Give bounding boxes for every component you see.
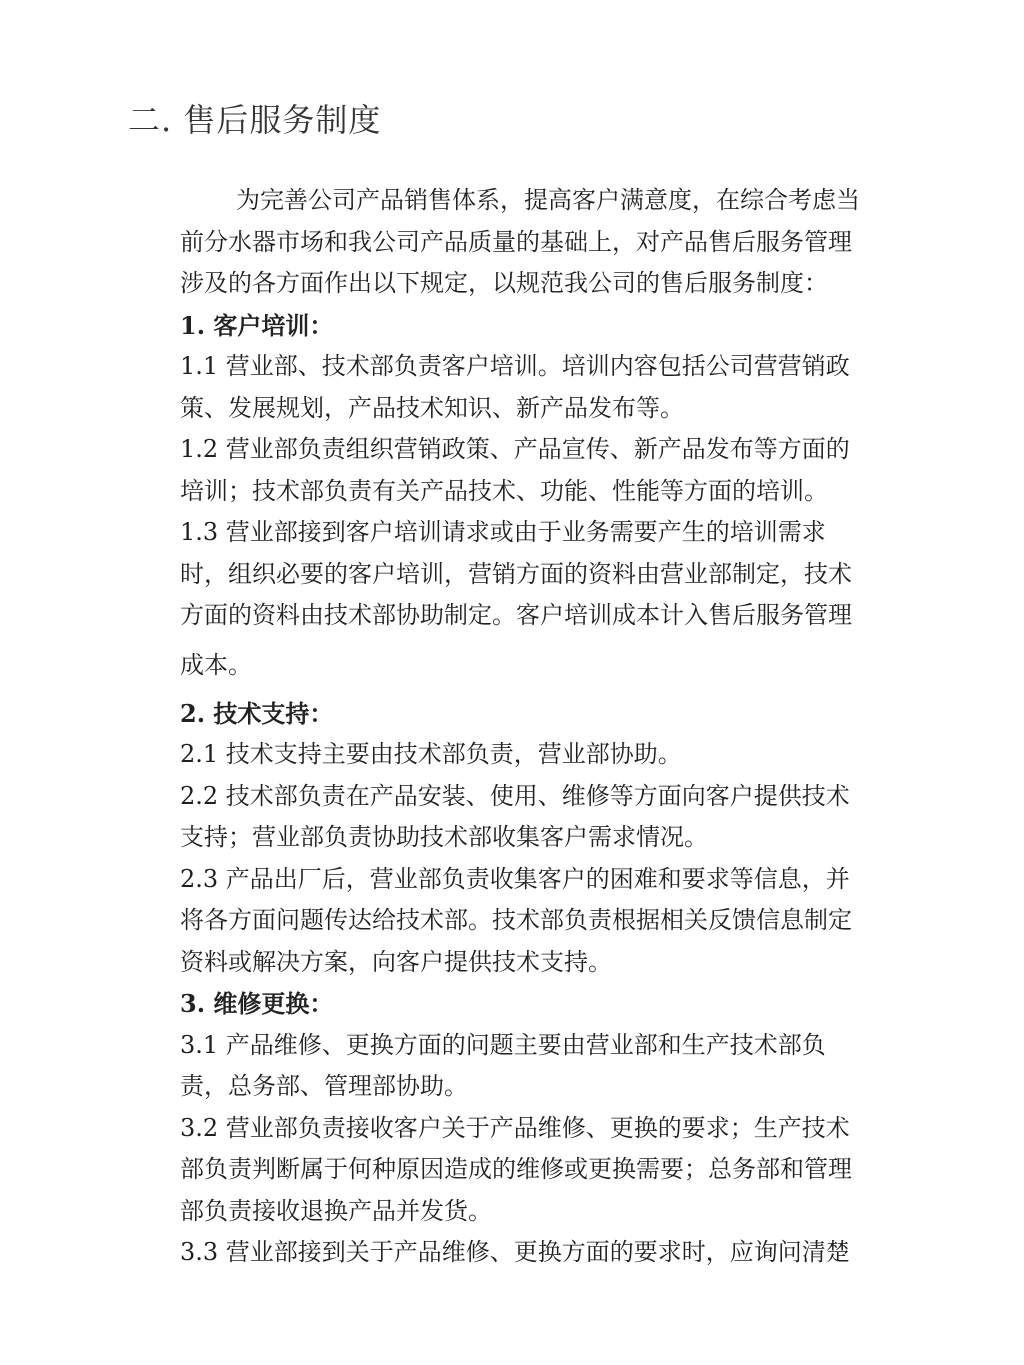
text-line: 3.1 产品维修、更换方面的问题主要由营业部和生产技术部负 (180, 1030, 826, 1059)
text-line: 成本。 (180, 650, 252, 679)
intro-paragraph (180, 180, 940, 305)
text-line: 方面的资料由技术部协助制定。客户培训成本计入售后服务管理 (180, 601, 852, 629)
text-line: 资料或解决方案，向客户提供技术支持。 (180, 947, 612, 976)
text-line: 部负责判断属于何种原因造成的维修或更换需要；总务部和管理 (180, 1155, 852, 1183)
clause-2-1 (180, 734, 940, 776)
text-line: 1.1 营业部、技术部负责客户培训。培训内容包括公司营营销政 (180, 352, 850, 380)
text-line: 3.3 营业部接到关于产品维修、更换方面的要求时，应询问清楚 (180, 1238, 850, 1266)
clause-1-2 (180, 429, 940, 512)
section-heading-repair-replacement: 3. 维修更换： (180, 989, 334, 1018)
text-line: 将各方面问题传达给技术部。技术部负责根据相关反馈信息制定 (180, 906, 852, 934)
section-heading-customer-training: 1. 客户培训： (180, 310, 334, 340)
text-line: 培训；技术部负责有关产品技术、功能、性能等方面的培训。 (180, 476, 828, 505)
clause-2-3 (180, 859, 940, 984)
clause-3-3 (180, 1232, 940, 1274)
text-line: 为完善公司产品销售体系，提高客户满意度，在综合考虑当 (236, 186, 860, 214)
text-line: 2.1 技术支持主要由技术部负责，营业部协助。 (180, 740, 682, 768)
text-line: 部负责接收退换产品并发货。 (180, 1196, 492, 1225)
section-heading-technical-support: 2. 技术支持： (180, 698, 334, 728)
text-line: 前分水器市场和我公司产品质量的基础上，对产品售后服务管理 (180, 227, 852, 256)
text-line: 1.3 营业部接到客户培训请求或由于业务需要产生的培训需求 (180, 518, 826, 546)
text-line: 支持；营业部负责协助技术部收集客户需求情况。 (180, 823, 708, 851)
text-line: 涉及的各方面作出以下规定，以规范我公司的售后服务制度： (180, 269, 828, 297)
text-line: 1.2 营业部负责组织营销政策、产品宣传、新产品发布等方面的 (180, 435, 850, 463)
text-line: 策、发展规划，产品技术知识、新产品发布等。 (180, 393, 684, 422)
text-line: 时，组织必要的客户培训，营销方面的资料由营业部制定，技术 (180, 559, 852, 588)
clause-1-3 (180, 512, 940, 693)
clause-3-2 (180, 1108, 940, 1233)
document-body (180, 180, 940, 1274)
text-line: 3.2 营业部负责接收客户关于产品维修、更换的要求；生产技术 (180, 1113, 850, 1142)
page-title: 二. 售后服务制度 (128, 101, 382, 139)
text-line: 2.3 产品出厂后，营业部负责收集客户的困难和要求等信息，并 (180, 864, 850, 893)
text-line: 责，总务部、管理部协助。 (180, 1072, 468, 1100)
clause-1-1 (180, 346, 940, 429)
clause-3-1 (180, 1025, 940, 1108)
clause-2-2 (180, 776, 940, 859)
text-line: 2.2 技术部负责在产品安装、使用、维修等方面向客户提供技术 (180, 781, 850, 810)
